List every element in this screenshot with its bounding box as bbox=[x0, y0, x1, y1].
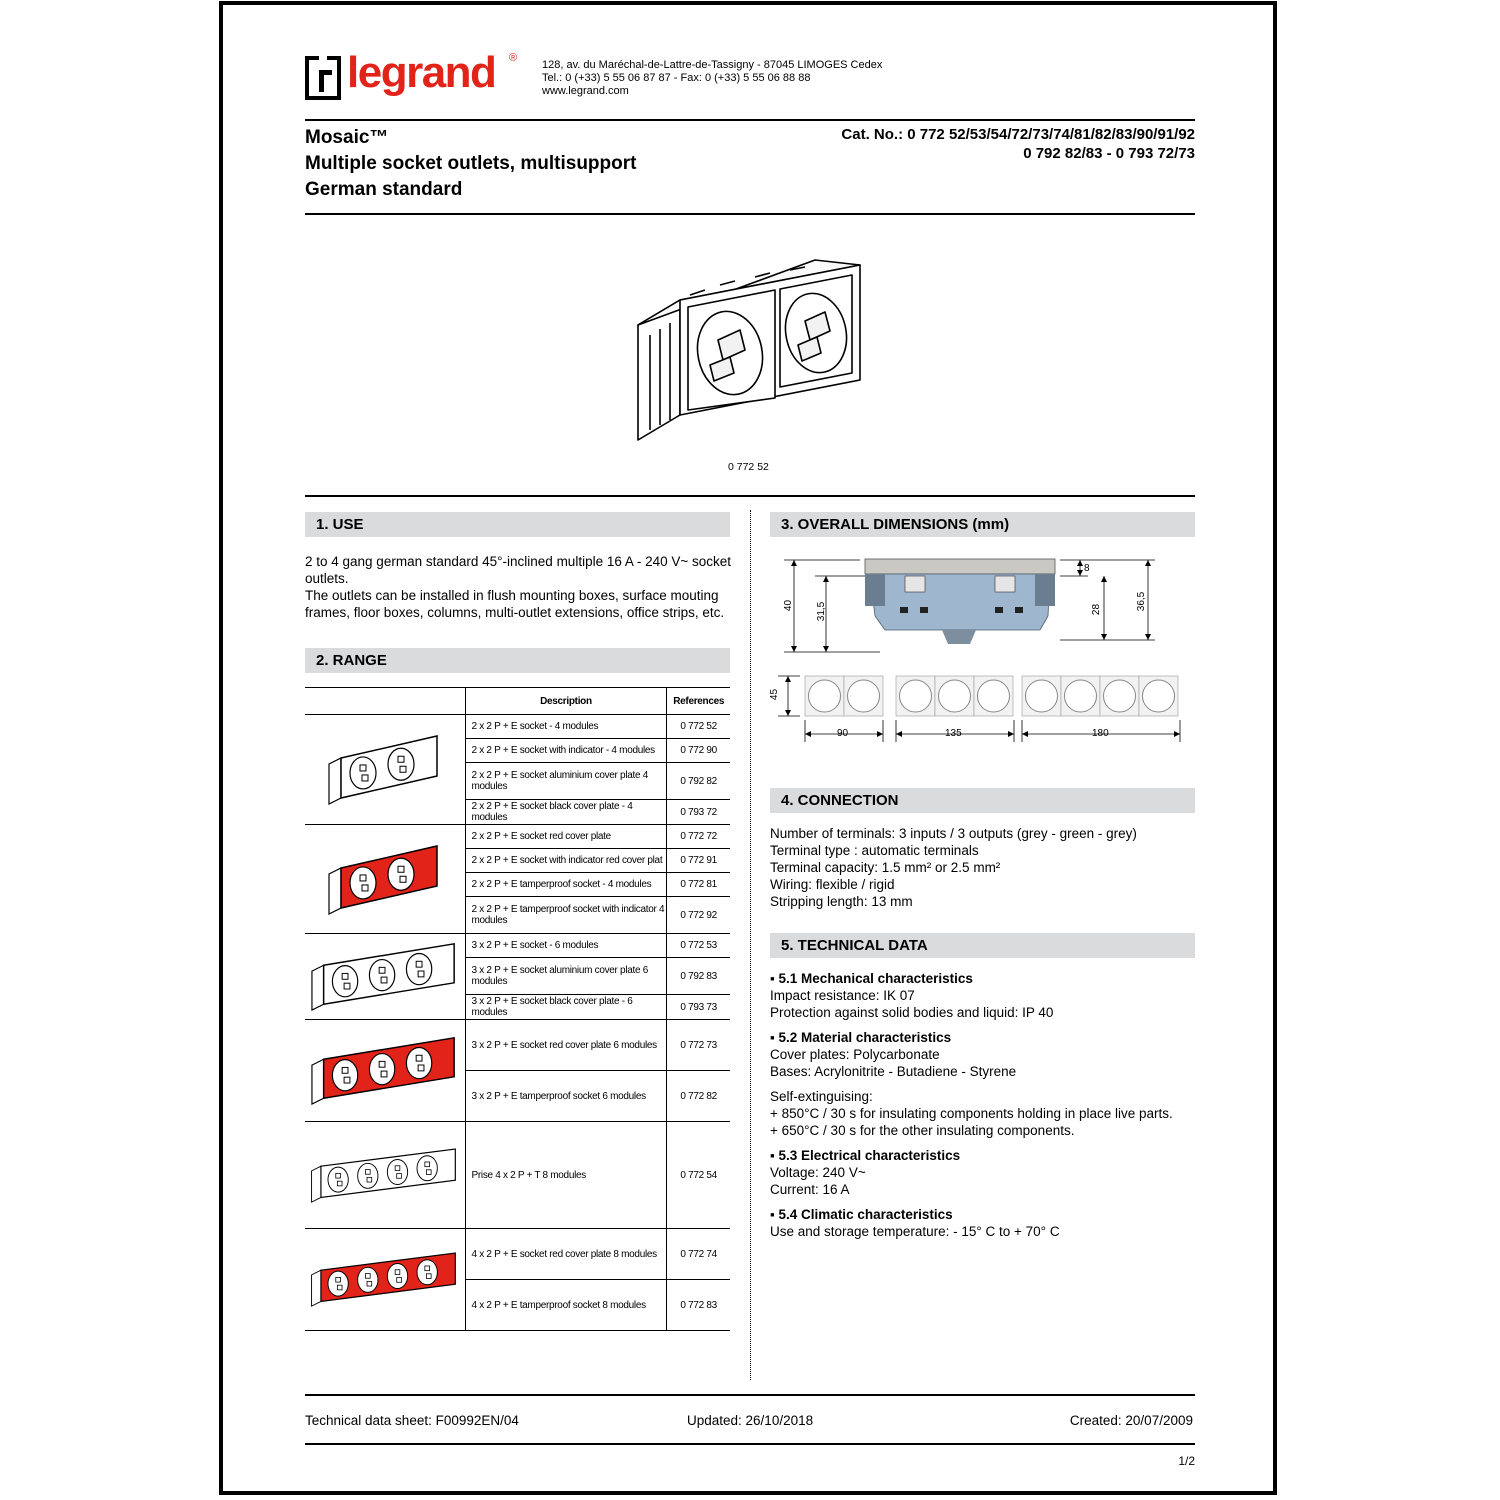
material-title: ▪ 5.2 Material characteristics bbox=[770, 1030, 952, 1045]
range-reference: 0 772 90 bbox=[667, 739, 730, 763]
technical-heading: 5. TECHNICAL DATA bbox=[781, 937, 928, 954]
range-reference: 0 772 83 bbox=[667, 1280, 730, 1331]
range-description: 3 x 2 P + E socket black cover plate - 6 modules bbox=[465, 995, 667, 1020]
title-line-3: German standard bbox=[305, 179, 463, 200]
dimensions-heading-bar bbox=[770, 512, 1195, 537]
dim-36-5: 36,5 bbox=[1136, 591, 1148, 612]
footer-rule-top bbox=[305, 1394, 1195, 1396]
cat-line-2: 0 792 82/83 - 0 793 72/73 bbox=[1023, 145, 1195, 162]
table-row bbox=[305, 1122, 730, 1229]
current: Current: 16 A bbox=[770, 1182, 850, 1197]
range-reference: 0 772 91 bbox=[667, 849, 730, 873]
product-thumbnail bbox=[305, 715, 465, 825]
product-thumbnail bbox=[305, 934, 465, 1020]
address-line: 128, av. du Maréchal-de-Lattre-de-Tassigny - 87045 LIMOGES Cedex bbox=[542, 59, 883, 71]
side-dimension-drawing bbox=[770, 552, 1195, 662]
range-description: 2 x 2 P + E socket red cover plate bbox=[465, 825, 667, 849]
socket-face bbox=[900, 680, 932, 712]
socket-face bbox=[1143, 680, 1175, 712]
connection-line: Terminal capacity: 1.5 mm² or 2.5 mm² bbox=[770, 860, 1001, 875]
range-reference: 0 772 72 bbox=[667, 825, 730, 849]
range-description: 2 x 2 P + E socket - 4 modules bbox=[465, 715, 667, 739]
glow-wire-650: + 650°C / 30 s for the other insulating components. bbox=[770, 1123, 1075, 1138]
mechanical-title: ▪ 5.1 Mechanical characteristics bbox=[770, 971, 973, 986]
dim-90: 90 bbox=[837, 728, 849, 739]
use-text bbox=[305, 553, 735, 621]
technical-heading-bar bbox=[770, 933, 1195, 958]
range-reference: 0 793 72 bbox=[667, 800, 730, 825]
product-thumbnail bbox=[305, 1229, 465, 1331]
connection-line: Stripping length: 13 mm bbox=[770, 894, 913, 909]
range-description: 2 x 2 P + E socket black cover plate - 4 modules bbox=[465, 800, 667, 825]
range-description: 2 x 2 P + E socket with indicator red cover plat bbox=[465, 849, 667, 873]
range-reference: 0 772 82 bbox=[667, 1071, 730, 1122]
product-thumbnail bbox=[305, 1122, 465, 1229]
socket-face bbox=[1026, 680, 1058, 712]
references-col-header: References bbox=[667, 688, 730, 715]
column-divider bbox=[750, 510, 751, 1380]
range-description: 4 x 2 P + E tamperproof socket 8 modules bbox=[465, 1280, 667, 1331]
range-description: Prise 4 x 2 P + T 8 modules bbox=[465, 1122, 667, 1229]
connection-line: Terminal type : automatic terminals bbox=[770, 843, 979, 858]
sheet-number: Technical data sheet: F00992EN/04 bbox=[305, 1413, 519, 1428]
page-number: 1/2 bbox=[1178, 1454, 1195, 1468]
socket-face bbox=[978, 680, 1010, 712]
connection-heading-bar bbox=[770, 788, 1195, 813]
socket-outlet-icon bbox=[310, 1029, 460, 1109]
range-reference: 0 792 82 bbox=[667, 763, 730, 800]
glow-wire-850: + 850°C / 30 s for insulating components holding in place live parts. bbox=[770, 1106, 1173, 1121]
socket-outlet-icon bbox=[327, 728, 443, 808]
table-row bbox=[305, 1020, 730, 1071]
use-paragraph-2: The outlets can be installed in flush mounting boxes, surface mouting frames, floor boxes, columns, multi-outlet extensions, office strips, etc. bbox=[305, 588, 725, 620]
footer-rule-bottom bbox=[305, 1443, 1195, 1445]
socket-outlet-icon bbox=[310, 1238, 460, 1318]
registered-mark: ® bbox=[509, 52, 518, 64]
impact-resistance: Impact resistance: IK 07 bbox=[770, 988, 915, 1003]
description-col-header: Description bbox=[465, 688, 667, 715]
company-address bbox=[542, 59, 882, 98]
range-description: 3 x 2 P + E socket - 6 modules bbox=[465, 934, 667, 958]
connection-heading: 4. CONNECTION bbox=[781, 792, 899, 809]
socket-outlet-icon bbox=[310, 1134, 460, 1214]
range-reference: 0 772 54 bbox=[667, 1122, 730, 1229]
range-table-body bbox=[305, 715, 730, 1331]
legrand-mark-icon bbox=[305, 56, 341, 102]
range-reference: 0 793 73 bbox=[667, 995, 730, 1020]
range-description: 2 x 2 P + E tamperproof socket with indicator 4 modules bbox=[465, 897, 667, 934]
climatic-title: ▪ 5.4 Climatic characteristics bbox=[770, 1207, 953, 1222]
electrical-title: ▪ 5.3 Electrical characteristics bbox=[770, 1148, 961, 1163]
socket-face bbox=[1065, 680, 1097, 712]
dim-45: 45 bbox=[769, 688, 781, 701]
self-extinguishing: Self-extinguising: bbox=[770, 1089, 873, 1104]
cat-line-1: Cat. No.: 0 772 52/53/54/72/73/74/81/82/83/90/91/92 bbox=[841, 126, 1195, 143]
legrand-logo bbox=[305, 48, 525, 108]
dimensions-heading: 3. OVERALL DIMENSIONS (mm) bbox=[781, 516, 1010, 533]
product-illustration bbox=[630, 255, 870, 450]
range-reference: 0 772 73 bbox=[667, 1020, 730, 1071]
dim-135: 135 bbox=[945, 728, 962, 739]
range-reference: 0 772 53 bbox=[667, 934, 730, 958]
dim-28: 28 bbox=[1091, 603, 1103, 616]
dim-180: 180 bbox=[1092, 728, 1109, 739]
range-header-row bbox=[305, 688, 730, 715]
bases-material: Bases: Acrylonitrite - Butadiene - Styrene bbox=[770, 1064, 1017, 1079]
range-table bbox=[305, 687, 730, 1331]
socket-face bbox=[939, 680, 971, 712]
socket-face bbox=[809, 680, 841, 712]
socket-outlet-icon bbox=[310, 935, 460, 1015]
range-reference: 0 772 92 bbox=[667, 897, 730, 934]
dim-31-5: 31,5 bbox=[816, 601, 828, 622]
use-paragraph-1: 2 to 4 gang german standard 45°-inclined multiple 16 A - 240 V~ socket outlets. bbox=[305, 554, 732, 586]
voltage: Voltage: 240 V~ bbox=[770, 1165, 866, 1180]
content-rule bbox=[305, 495, 1195, 497]
range-description: 2 x 2 P + E tamperproof socket - 4 modules bbox=[465, 873, 667, 897]
product-title bbox=[305, 125, 636, 203]
connection-line: Number of terminals: 3 inputs / 3 outputs (grey - green - grey) bbox=[770, 826, 1137, 841]
catalog-numbers bbox=[841, 125, 1195, 163]
connection-line: Wiring: flexible / rigid bbox=[770, 877, 895, 892]
range-heading: 2. RANGE bbox=[316, 652, 387, 669]
dim-8: 8 bbox=[1084, 563, 1090, 574]
socket-outlet-icon bbox=[327, 838, 443, 918]
use-heading-bar bbox=[305, 512, 730, 537]
header-rule bbox=[305, 119, 1195, 121]
ip-protection: Protection against solid bodies and liquid: IP 40 bbox=[770, 1005, 1054, 1020]
range-description: 2 x 2 P + E socket aluminium cover plate 4 modules bbox=[465, 763, 667, 800]
cover-plates-material: Cover plates: Polycarbonate bbox=[770, 1047, 940, 1062]
title-rule bbox=[305, 213, 1195, 215]
range-reference: 0 772 74 bbox=[667, 1229, 730, 1280]
phone-line: Tel.: 0 (+33) 5 55 06 87 87 - Fax: 0 (+33) 5 55 06 88 88 bbox=[542, 72, 811, 84]
range-reference: 0 772 81 bbox=[667, 873, 730, 897]
socket-face bbox=[848, 680, 880, 712]
created-date: Created: 20/07/2009 bbox=[1069, 1413, 1193, 1428]
range-description: 3 x 2 P + E tamperproof socket 6 modules bbox=[465, 1071, 667, 1122]
range-description: 2 x 2 P + E socket with indicator - 4 modules bbox=[465, 739, 667, 763]
table-row bbox=[305, 934, 730, 958]
temperature-range: Use and storage temperature: - 15° C to + 70° C bbox=[770, 1224, 1060, 1239]
product-caption: 0 772 52 bbox=[728, 461, 769, 473]
updated-date: Updated: 26/10/2018 bbox=[687, 1413, 814, 1428]
title-line-2: Multiple socket outlets, multisupport bbox=[305, 153, 637, 174]
range-description: 4 x 2 P + E socket red cover plate 8 modules bbox=[465, 1229, 667, 1280]
table-row bbox=[305, 825, 730, 849]
product-thumbnail bbox=[305, 1020, 465, 1122]
range-description: 3 x 2 P + E socket aluminium cover plate 6 modules bbox=[465, 958, 667, 995]
image-col-header bbox=[305, 688, 465, 715]
technical-text bbox=[770, 970, 1195, 1240]
use-heading: 1. USE bbox=[316, 516, 364, 533]
range-reference: 0 772 52 bbox=[667, 715, 730, 739]
range-heading-bar bbox=[305, 648, 730, 673]
product-thumbnail bbox=[305, 825, 465, 934]
dim-40: 40 bbox=[783, 599, 795, 612]
socket-face bbox=[1104, 680, 1136, 712]
title-line-1: Mosaic™ bbox=[305, 127, 389, 148]
table-row bbox=[305, 1229, 730, 1280]
range-reference: 0 792 83 bbox=[667, 958, 730, 995]
connection-text bbox=[770, 825, 1137, 910]
website-link[interactable]: www.legrand.com bbox=[542, 85, 629, 97]
range-description: 3 x 2 P + E socket red cover plate 6 modules bbox=[465, 1020, 667, 1071]
table-row bbox=[305, 715, 730, 739]
front-dimension-drawing bbox=[770, 672, 1195, 747]
brand-name: legrand bbox=[347, 48, 496, 97]
